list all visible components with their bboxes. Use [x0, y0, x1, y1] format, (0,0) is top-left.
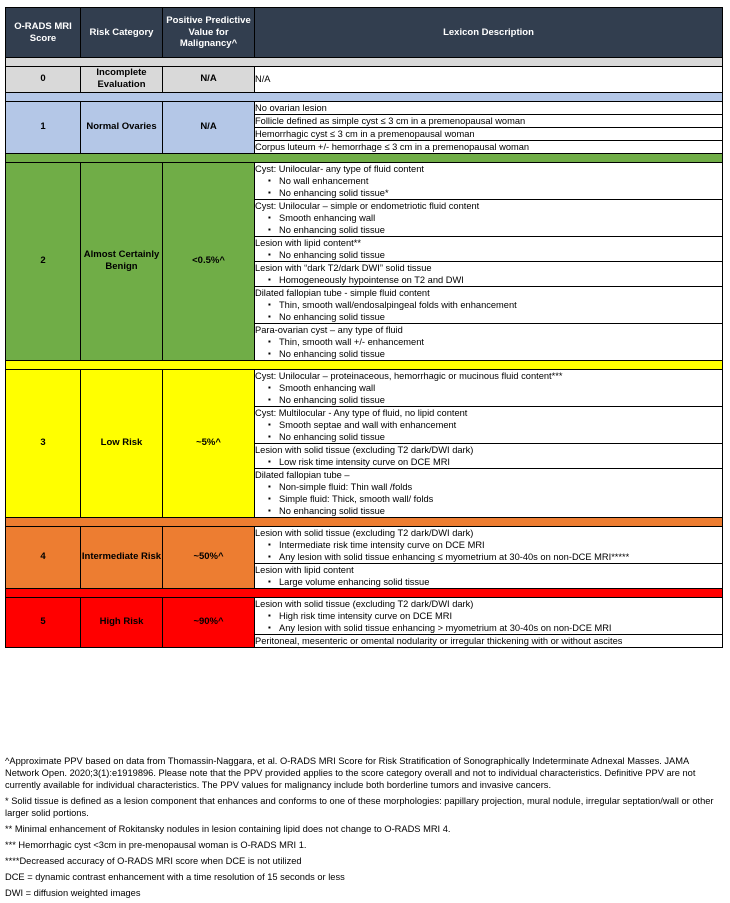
band-cell: [6, 153, 723, 162]
bullet-item: ▪ No enhancing solid tissue: [279, 224, 722, 236]
bullet-list: [255, 456, 722, 468]
lexicon-text: Dilated fallopian tube –: [255, 469, 350, 480]
table-row: [6, 67, 723, 93]
lexicon-cell: [255, 236, 723, 261]
lexicon-text: No ovarian lesion: [255, 102, 327, 113]
category-band: [6, 58, 723, 67]
score-cell: 1: [6, 101, 81, 153]
footnotes: [5, 755, 721, 903]
bullet-item: ▪ Thin, smooth wall +/- enhancement: [279, 336, 722, 348]
header-category: Risk Category: [81, 8, 163, 58]
footnote: DCE = dynamic contrast enhancement with a time resolution of 15 seconds or less: [5, 872, 345, 882]
bullet-item: ▪ Simple fluid: Thick, smooth wall/ folds: [279, 493, 722, 505]
category-band: [6, 517, 723, 526]
table-row: [6, 369, 723, 406]
band-cell: [6, 92, 723, 101]
footnote: * Solid tissue is defined as a lesion component that enhances and conforms to one of these morphologies: papillary projection, mural nodule, irregular septation/wall or other larger solid portions.: [5, 796, 714, 818]
lexicon-cell: [255, 468, 723, 517]
table-row: [6, 162, 723, 199]
footnote: *** Hemorrhagic cyst <3cm in pre-menopausal woman is O-RADS MRI 1.: [5, 840, 307, 850]
ppv-cell: N/A: [163, 67, 255, 93]
risk-category-cell: Normal Ovaries: [81, 101, 163, 153]
category-band: [6, 153, 723, 162]
lexicon-cell: [255, 443, 723, 468]
footnote: ** Minimal enhancement of Rokitansky nodules in lesion containing lipid does not change to O-RADS MRI 4.: [5, 824, 451, 834]
bullet-item: ▪ Smooth enhancing wall: [279, 212, 722, 224]
lexicon-cell: [255, 369, 723, 406]
bullet-item: ▪ Non-simple fluid: Thin wall /folds: [279, 481, 722, 493]
bullet-item: ▪ Any lesion with solid tissue enhancing > myometrium at 30-40s on non-DCE MRI: [279, 622, 722, 634]
lexicon-cell: [255, 261, 723, 286]
band-cell: [6, 58, 723, 67]
risk-category-cell: High Risk: [81, 597, 163, 647]
bullet-item: ▪ Smooth enhancing wall: [279, 382, 722, 394]
lexicon-text: Peritoneal, mesenteric or omental nodularity or irregular thickening with or without ascites: [255, 635, 623, 646]
bullet-list: [255, 274, 722, 286]
lexicon-text: Cyst: Unilocular – proteinaceous, hemorrhagic or mucinous fluid content***: [255, 370, 563, 381]
lexicon-cell: [255, 140, 723, 153]
bullet-list: [255, 175, 722, 199]
footnote: ****Decreased accuracy of O-RADS MRI score when DCE is not utilized: [5, 856, 302, 866]
header-score: O-RADS MRI Score: [6, 8, 81, 58]
lexicon-cell: [255, 127, 723, 140]
score-cell: 2: [6, 162, 81, 360]
lexicon-text: Para-ovarian cyst – any type of fluid: [255, 324, 403, 335]
bullet-item: ▪ No enhancing solid tissue: [279, 249, 722, 261]
header-lexicon: Lexicon Description: [255, 8, 723, 58]
bullet-item: ▪ No enhancing solid tissue: [279, 311, 722, 323]
lexicon-text: Cyst: Multilocular - Any type of fluid, no lipid content: [255, 407, 468, 418]
bullet-list: [255, 419, 722, 443]
bullet-item: ▪ No wall enhancement: [279, 175, 722, 187]
category-band: [6, 360, 723, 369]
lexicon-text: N/A: [255, 74, 271, 85]
orads-table: [5, 7, 723, 648]
bullet-list: [255, 336, 722, 360]
bullet-item: ▪ No enhancing solid tissue: [279, 431, 722, 443]
lexicon-text: Lesion with “dark T2/dark DWI” solid tissue: [255, 262, 432, 273]
table-row: [6, 597, 723, 634]
bullet-item: ▪ Thin, smooth wall/endosalpingeal folds with enhancement: [279, 299, 722, 311]
lexicon-cell: [255, 323, 723, 360]
lexicon-text: Follicle defined as simple cyst ≤ 3 cm in a premenopausal woman: [255, 115, 526, 126]
bullet-item: ▪ Smooth septae and wall with enhancement: [279, 419, 722, 431]
lexicon-text: Cyst: Unilocular – simple or endometriotic fluid content: [255, 200, 480, 211]
lexicon-text: Hemorrhagic cyst ≤ 3 cm in a premenopausal woman: [255, 128, 475, 139]
ppv-cell: <0.5%^: [163, 162, 255, 360]
lexicon-cell: [255, 563, 723, 588]
footnote: DWI = diffusion weighted images: [5, 888, 141, 898]
score-cell: 5: [6, 597, 81, 647]
risk-category-cell: Almost Certainly Benign: [81, 162, 163, 360]
bullet-item: ▪ Large volume enhancing solid tissue: [279, 576, 722, 588]
risk-category-cell: Incomplete Evaluation: [81, 67, 163, 93]
ppv-cell: ~5%^: [163, 369, 255, 517]
bullet-item: ▪ High risk time intensity curve on DCE MRI: [279, 610, 722, 622]
lexicon-cell: [255, 526, 723, 563]
band-cell: [6, 360, 723, 369]
bullet-item: ▪ Low risk time intensity curve on DCE MRI: [279, 456, 722, 468]
risk-category-cell: Intermediate Risk: [81, 526, 163, 588]
lexicon-text: Lesion with solid tissue (excluding T2 dark/DWI dark): [255, 598, 474, 609]
ppv-cell: ~50%^: [163, 526, 255, 588]
table-body: [6, 58, 723, 648]
bullet-item: ▪ Intermediate risk time intensity curve on DCE MRI: [279, 539, 722, 551]
bullet-list: [255, 610, 722, 634]
bullet-list: [255, 212, 722, 236]
bullet-list: [255, 481, 722, 517]
bullet-list: [255, 299, 722, 323]
score-cell: 4: [6, 526, 81, 588]
band-cell: [6, 517, 723, 526]
header-row: [6, 8, 723, 58]
lexicon-cell: [255, 67, 723, 93]
lexicon-cell: [255, 101, 723, 114]
lexicon-cell: [255, 114, 723, 127]
category-band: [6, 588, 723, 597]
lexicon-cell: [255, 286, 723, 323]
bullet-item: ▪ No enhancing solid tissue*: [279, 187, 722, 199]
bullet-item: ▪ No enhancing solid tissue: [279, 348, 722, 360]
risk-category-cell: Low Risk: [81, 369, 163, 517]
lexicon-text: Corpus luteum +/- hemorrhage ≤ 3 cm in a premenopausal woman: [255, 141, 530, 152]
ppv-cell: ~90%^: [163, 597, 255, 647]
bullet-list: [255, 576, 722, 588]
bullet-item: ▪ No enhancing solid tissue: [279, 394, 722, 406]
lexicon-text: Cyst: Unilocular- any type of fluid content: [255, 163, 424, 174]
bullet-list: [255, 382, 722, 406]
ppv-cell: N/A: [163, 101, 255, 153]
bullet-list: [255, 539, 722, 563]
category-band: [6, 92, 723, 101]
footnote: ^Approximate PPV based on data from Thomassin-Naggara, et al. O-RADS MRI Score for Risk Stratification of Sonographically Indeterminate Adnexal Masses. JAMA Network Open. 2020;3(1):e1919896. Please note that the PPV provided applies to the score category overall and not to individual characteristics. Definitive PPV are not currently available for individual characteristics. The PPV values for malignancy include both borderline tumors and invasive cancers.: [5, 756, 696, 790]
lexicon-cell: [255, 199, 723, 236]
band-cell: [6, 588, 723, 597]
lexicon-text: Lesion with lipid content**: [255, 237, 361, 248]
table-row: [6, 101, 723, 114]
bullet-item: ▪ Any lesion with solid tissue enhancing ≤ myometrium at 30-40s on non-DCE MRI*****: [279, 551, 722, 563]
lexicon-text: Lesion with lipid content: [255, 564, 354, 575]
bullet-list: [255, 249, 722, 261]
lexicon-cell: [255, 406, 723, 443]
lexicon-text: Dilated fallopian tube - simple fluid content: [255, 287, 430, 298]
lexicon-cell: [255, 162, 723, 199]
bullet-item: ▪ No enhancing solid tissue: [279, 505, 722, 517]
bullet-item: ▪ Homogeneously hypointense on T2 and DWI: [279, 274, 722, 286]
score-cell: 0: [6, 67, 81, 93]
header-ppv: Positive Predictive Value for Malignancy^: [163, 8, 255, 58]
lexicon-text: Lesion with solid tissue (excluding T2 dark/DWI dark): [255, 444, 474, 455]
lexicon-cell: [255, 634, 723, 647]
lexicon-cell: [255, 597, 723, 634]
lexicon-text: Lesion with solid tissue (excluding T2 dark/DWI dark): [255, 527, 474, 538]
score-cell: 3: [6, 369, 81, 517]
table-row: [6, 526, 723, 563]
